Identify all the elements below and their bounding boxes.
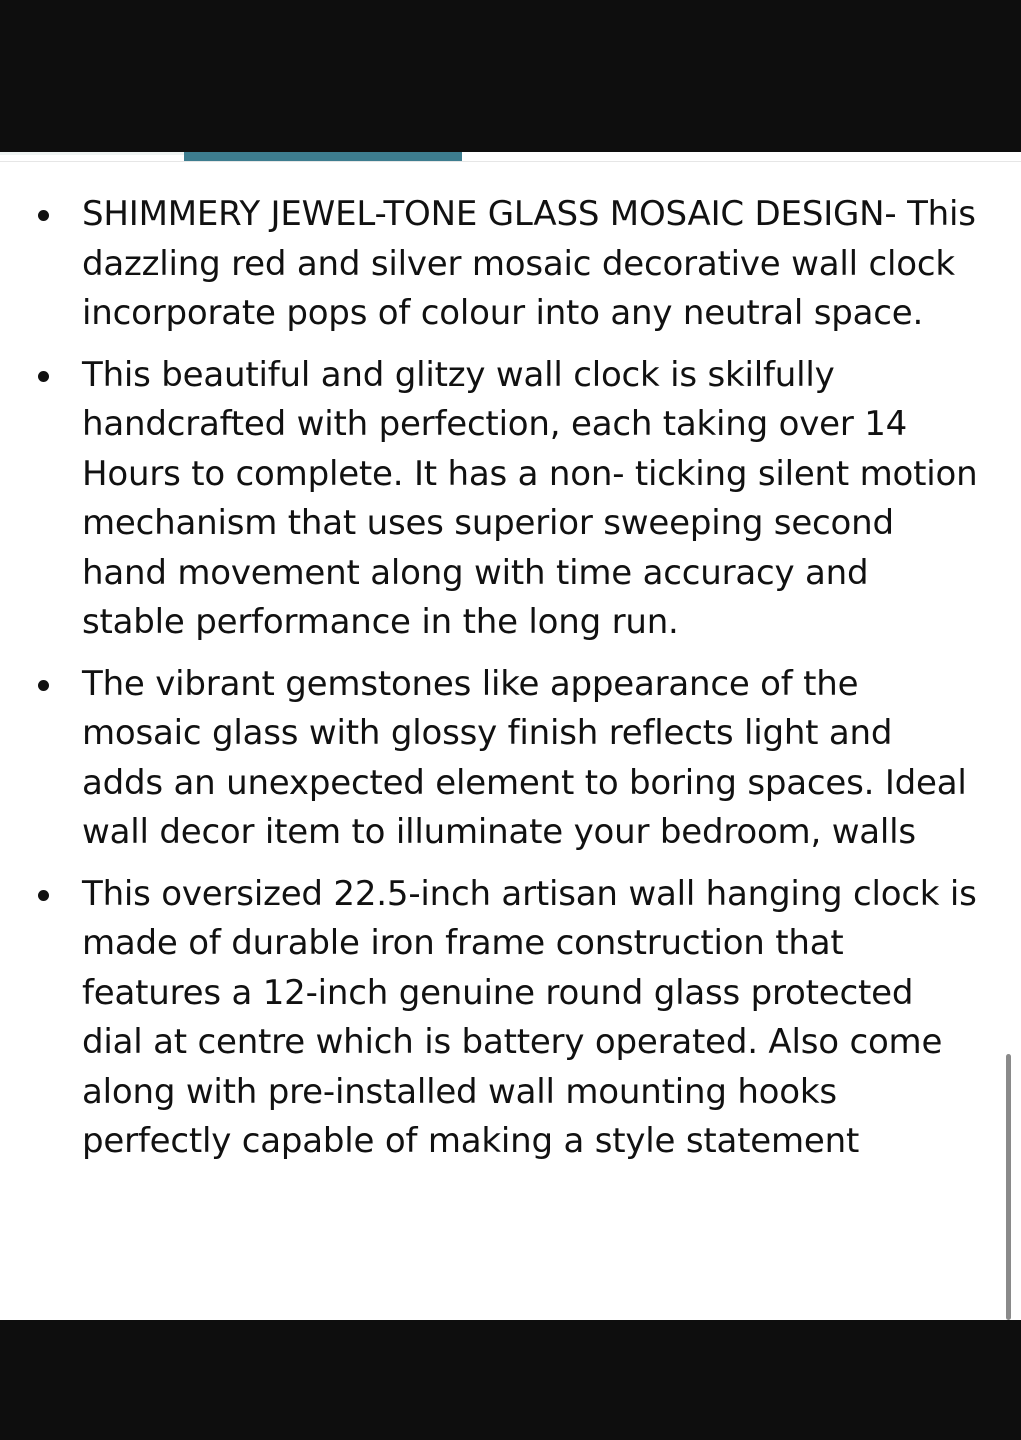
bullet-dot-icon — [38, 210, 49, 221]
bottom-black-bar — [0, 1320, 1021, 1440]
feature-bullet-2 — [0, 351, 1000, 648]
bullet-text: The vibrant gemstones like appearance of the mosaic glass with glossy finish reflects light and adds an unexpected element to boring spaces. Ideal wall decor item to illuminate your bedroom, walls — [82, 663, 967, 852]
tab-active-indicator[interactable] — [184, 152, 462, 161]
vertical-scrollbar[interactable] — [1006, 1054, 1011, 1320]
bullet-dot-icon — [38, 680, 49, 691]
top-black-bar — [0, 0, 1021, 152]
feature-bullet-list — [0, 190, 1000, 1179]
bullet-dot-icon — [38, 371, 49, 382]
feature-bullet-4 — [0, 870, 1000, 1167]
tab-strip — [0, 152, 1021, 162]
bullet-text: SHIMMERY JEWEL-TONE GLASS MOSAIC DESIGN- This dazzling red and silver mosaic decorative wall clock incorporate pops of colour into any neutral space. — [82, 194, 976, 333]
bullet-dot-icon — [38, 890, 49, 901]
feature-bullet-1 — [0, 190, 1000, 339]
bullet-text: This oversized 22.5-inch artisan wall hanging clock is made of durable iron frame construction that features a 12-inch genuine round glass protected dial at centre which is battery operated. Also come along with pre-installed wall mounting hooks perfectly capable of making a style statement — [82, 873, 977, 1161]
tab-inactive-left[interactable] — [0, 152, 184, 155]
bullet-text: This beautiful and glitzy wall clock is skilfully handcrafted with perfection, each taking over 14 Hours to complete. It has a non- ticking silent motion mechanism that uses superior sweeping second hand movement along with time accuracy and stable performance in the long run. — [82, 354, 978, 642]
feature-bullet-3 — [0, 660, 1000, 858]
product-description-panel — [0, 152, 1021, 1320]
